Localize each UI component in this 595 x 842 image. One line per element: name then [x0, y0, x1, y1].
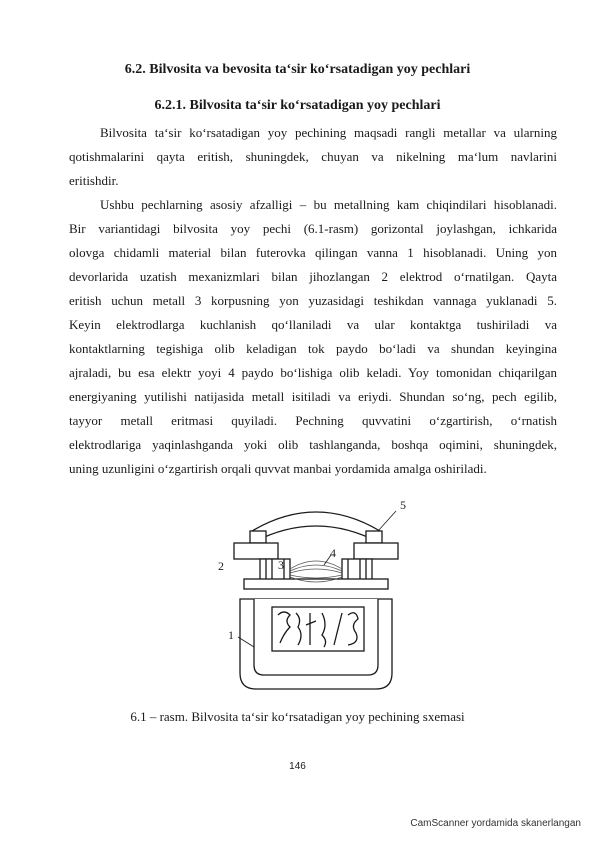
label-4: 4 [330, 546, 336, 560]
left-roof-support [250, 531, 266, 543]
text-line: Ushbu pechlarning asosiy afzalligi – bu metallning kam chiqindilari hisoblanadi. [100, 197, 557, 212]
furnace-schematic [210, 495, 420, 695]
text-line: kontaktlarning tegishiga olib keladigan tok paydo bo‘ladi va shundan keyingina [69, 341, 557, 356]
text-line: elektrodlariga yaqinlashganda yoki olib tashlanganda, boshqa oqimini, shuningdek, [69, 437, 557, 452]
scanner-watermark: CamScanner yordamida skanerlangan [410, 818, 581, 829]
left-electrode-holder [234, 543, 278, 559]
subsection-title: 6.2.1. Bilvosita ta‘sir ko‘rsatadigan yoy pechlari [154, 98, 441, 113]
text-line: Bir variantidagi bilvosita yoy pechi (6.1-rasm) gorizontal joylashgan, ichkarida [69, 221, 557, 236]
left-electrode [260, 559, 290, 581]
text-line: energiyaning yutilishi natijasida metall isitiladi va eriydi. Shundan so‘ng, pech egilib, [69, 389, 557, 404]
figure-caption: 6.1 – rasm. Bilvosita ta‘sir ko‘rsatadigan yoy pechining sxemasi [130, 709, 465, 724]
text-line: olovga chidamli material bilan futerovka qilingan vanna 1 hisoblanadi. Uning yon [69, 245, 557, 260]
text-line: eritish uchun metall 3 korpusning yon yuzasidagi teshikdan vannaga yuklanadi 5. [69, 293, 557, 308]
furnace-diagram [210, 495, 420, 695]
furnace-roof [252, 512, 380, 543]
label-5: 5 [400, 498, 406, 512]
text-line: tayyor metall eritmasi quyiladi. Pechning quvvatini o‘zgartirish, o‘rnatish [69, 413, 557, 428]
right-electrode-holder [354, 543, 398, 559]
paragraph-1 [69, 121, 557, 193]
label-1: 1 [228, 628, 234, 642]
vessel-top-plate [244, 579, 388, 589]
text-line: uning uzunligini o‘zgartirish orqali quvvat manbai yordamida amalga oshiriladi. [69, 461, 487, 476]
text-line: Keyin elektrodlarga kuchlanish qo‘llaniladi va ular kontaktga tushiriladi va [69, 317, 557, 332]
right-roof-support [366, 531, 382, 543]
text-line: Bilvosita ta‘sir ko‘rsatadigan yoy pechining maqsadi rangli metallar va ularning [100, 125, 557, 140]
text-line: qotishmalarini qayta eritish, shuningdek, chuyan va nikelning ma‘lum navlarini [69, 149, 557, 164]
label-2: 2 [218, 559, 224, 573]
label-3: 3 [278, 558, 284, 572]
text-line: eritishdir. [69, 173, 119, 188]
page-number: 146 [289, 761, 306, 772]
right-electrode [342, 559, 372, 581]
text-line: devorlarida uzatish mexanizmlari bilan jihozlangan 2 elektrod o‘rnatilgan. Qayta [69, 269, 557, 284]
section-title: 6.2. Bilvosita va bevosita ta‘sir ko‘rsatadigan yoy pechlari [124, 62, 471, 77]
paragraph-2 [69, 193, 557, 481]
text-line: ajraladi, bu esa elektr yoyi 4 paydo bo‘lishiga olib keladi. Yoy tomonidan chiqarilgan [69, 365, 557, 380]
